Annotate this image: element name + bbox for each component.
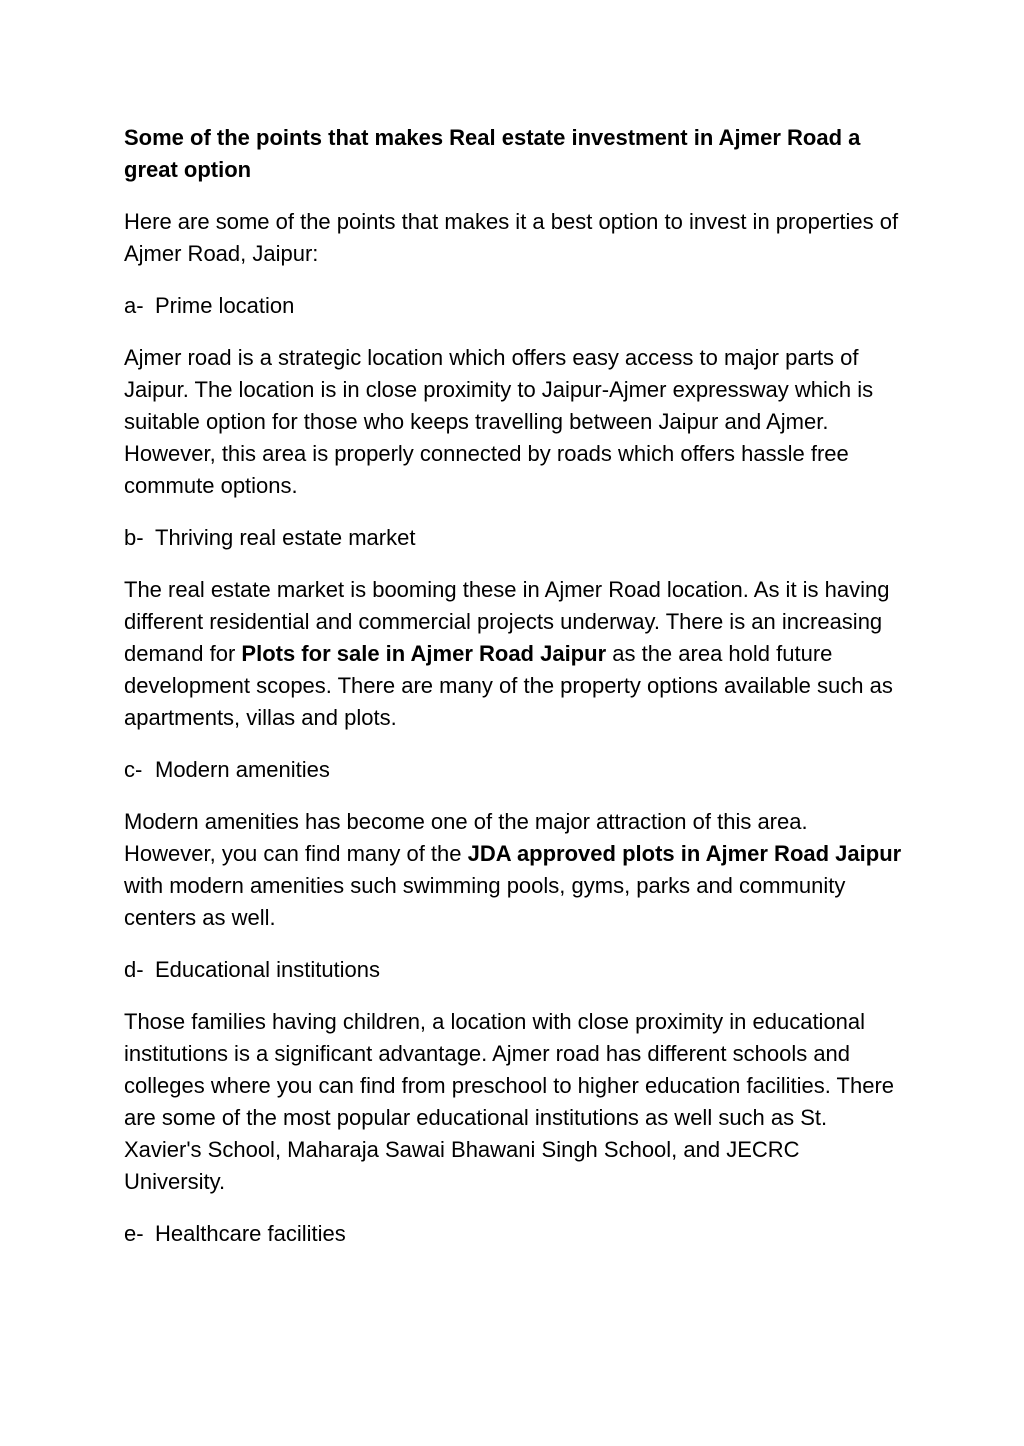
- section-heading-e: [124, 1218, 904, 1250]
- section-letter: c-: [124, 757, 143, 782]
- section-letter: e-: [124, 1221, 144, 1246]
- section-heading-text: Healthcare facilities: [155, 1221, 346, 1246]
- keyword-bold: Plots for sale in Ajmer Road Jaipur: [241, 641, 607, 666]
- section-paragraph-b: [124, 574, 904, 734]
- section-letter: d-: [124, 957, 144, 982]
- section-heading-text: Educational institutions: [155, 957, 381, 982]
- paragraph-text: Ajmer road is a strategic location which offers easy access to major parts of Jaipur. The location is in close proximity to Jaipur-Ajmer expressway which is suitable option for those who keeps travelling between Jaipur and Ajmer. However, this area is properly connected by roads which offers hassle free commute options.: [124, 345, 874, 498]
- intro-paragraph: Here are some of the points that makes it a best option to invest in properties of Ajmer Road, Jaipur:: [124, 209, 899, 266]
- section-letter: a-: [124, 293, 144, 318]
- section-heading-text: Thriving real estate market: [155, 525, 416, 550]
- section-letter: b-: [124, 525, 144, 550]
- document-page: [124, 122, 904, 1270]
- section-paragraph-c: [124, 806, 904, 934]
- section-heading-d: [124, 954, 904, 986]
- section-heading-text: Prime location: [155, 293, 295, 318]
- paragraph-text: Modern amenities has become one of the major attraction of this area. However, you can find many of the: [124, 809, 808, 866]
- paragraph-text: as the area hold future development scopes. There are many of the property options available such as apartments, villas and plots.: [124, 641, 893, 730]
- section-heading-c: [124, 754, 904, 786]
- paragraph-text: Those families having children, a location with close proximity in educational institutions is a significant advantage. Ajmer road has different schools and colleges where you can find from preschool to higher education facilities. There are some of the most popular educational institutions as well such as St. Xavier's School, Maharaja Sawai Bhawani Singh School, and JECRC University.: [124, 1009, 895, 1194]
- section-heading-text: Modern amenities: [155, 757, 330, 782]
- paragraph-text: with modern amenities such swimming pools, gyms, parks and community centers as well.: [124, 873, 846, 930]
- paragraph-text: The real estate market is booming these in Ajmer Road location. As it is having different residential and commercial projects underway. There is an increasing demand for: [124, 577, 890, 666]
- keyword-bold: JDA approved plots in Ajmer Road Jaipur: [467, 841, 902, 866]
- section-paragraph-a: [124, 342, 904, 502]
- section-heading-a: [124, 290, 904, 322]
- section-heading-b: [124, 522, 904, 554]
- document-title: Some of the points that makes Real estate investment in Ajmer Road a great option: [124, 125, 861, 182]
- section-paragraph-d: [124, 1006, 904, 1198]
